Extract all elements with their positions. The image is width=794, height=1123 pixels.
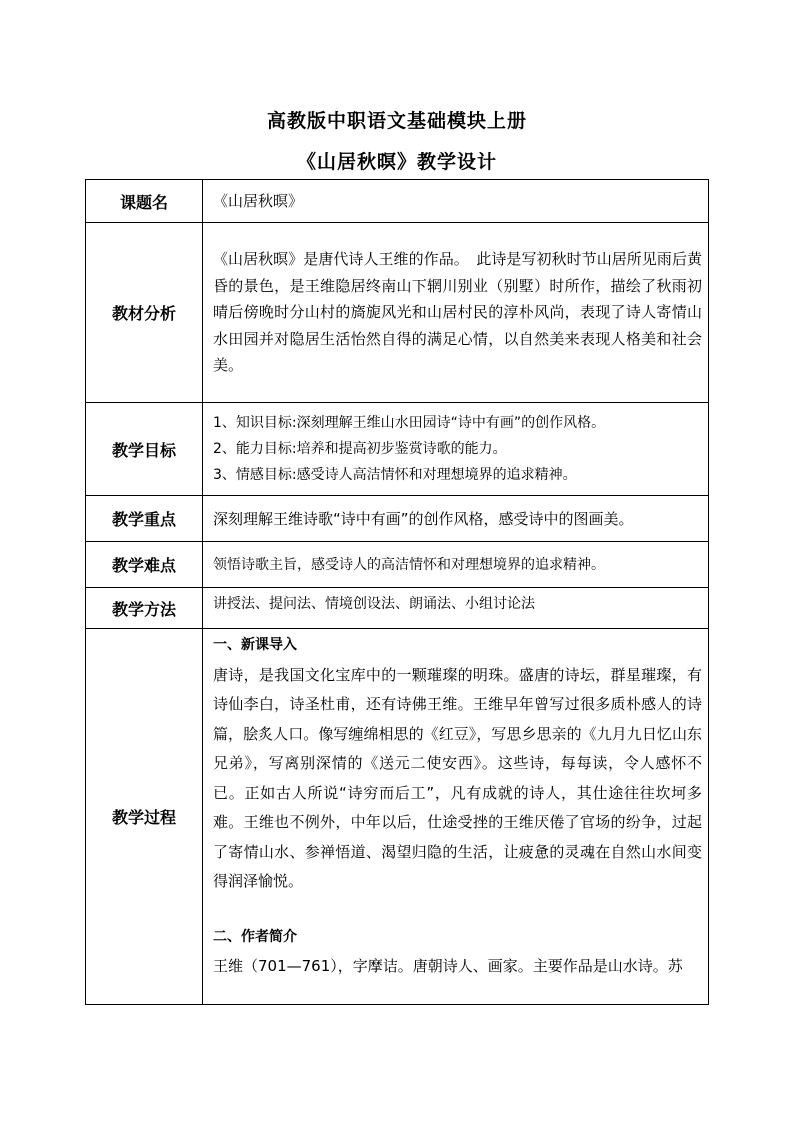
process-label: 教学过程 (86, 629, 203, 1005)
table-row (86, 542, 709, 588)
methods-label: 教学方法 (86, 588, 203, 629)
analysis-text: 《山居秋暝》是唐代诗人王维的作品。 此诗是写初秋时节山居所见雨后黄昏的景色，是王维隐居终南山下辋川别业（别墅）时所作，描绘了秋雨初晴后傍晚时分山村的旖旎风光和山居村民的淳朴风尚，表现了诗人寄情山水田园并对隐居生活怡然自得的满足心情，以自然美来表现人格美和社会美。 (203, 223, 709, 403)
table-row (86, 223, 709, 403)
goal-item-emotion: 3、情感目标:感受诗人高洁情怀和对理想境界的追求精神。 (213, 467, 577, 483)
goals-list (203, 403, 709, 496)
key-points-label: 教学重点 (86, 496, 203, 542)
table-row (86, 588, 709, 629)
section-text-intro: 唐诗，是我国文化宝库中的一颗璀璨的明珠。盛唐的诗坛，群星璀璨，有诗仙李白，诗圣杜甫，还有诗佛王维。王维早年曾写过很多质朴感人的诗篇，脍炙人口。像写缠绵相思的《红豆》，写思乡思亲的《九月九日忆山东兄弟》，写离别深情的《送元二使安西》。这些诗，每每读，令人感怀不已。正如古人所说“诗穷而后工”，凡有成就的诗人，其仕途往往坎坷多难。王维也不例外，中年以后，仕途受挫的王维厌倦了官场的纷争，过起了寄情山水、参禅悟道、渴望归隐的生活，让疲惫的灵魂在自然山水间变得润泽愉悦。 (213, 665, 702, 890)
topic-label: 课题名 (86, 180, 203, 223)
methods-text: 讲授法、提问法、情境创设法、朗诵法、小组讨论法 (203, 588, 709, 629)
difficulties-text: 领悟诗歌主旨，感受诗人的高洁情怀和对理想境界的追求精神。 (203, 542, 709, 588)
key-points-text: 深刻理解王维诗歌“诗中有画”的创作风格，感受诗中的图画美。 (203, 496, 709, 542)
analysis-label: 教材分析 (86, 223, 203, 403)
goals-label: 教学目标 (86, 403, 203, 496)
table-row (86, 496, 709, 542)
process-content (203, 629, 709, 1005)
table-row (86, 180, 709, 223)
section-heading-author: 二、作者简介 (213, 928, 297, 945)
table-row (86, 403, 709, 496)
section-heading-intro: 一、新课导入 (213, 637, 297, 653)
section-text-author: 王维（701—761），字摩诘。唐朝诗人、画家。主要作品是山水诗。苏 (213, 957, 683, 975)
document-subtitle: 《山居秋暝》教学设计 (296, 151, 497, 173)
difficulties-label: 教学难点 (86, 542, 203, 588)
goal-item-knowledge: 1、知识目标:深刻理解王维山水田园诗“诗中有画”的创作风格。 (213, 415, 606, 431)
topic-value: 《山居秋暝》 (203, 180, 709, 223)
table-row (86, 629, 709, 1005)
goal-item-ability: 2、能力目标:培养和提高初步鉴赏诗歌的能力。 (213, 441, 507, 457)
section-spacer (213, 897, 702, 923)
lesson-plan-table (85, 179, 709, 1005)
document-title: 高教版中职语文基础模块上册 (266, 110, 527, 132)
